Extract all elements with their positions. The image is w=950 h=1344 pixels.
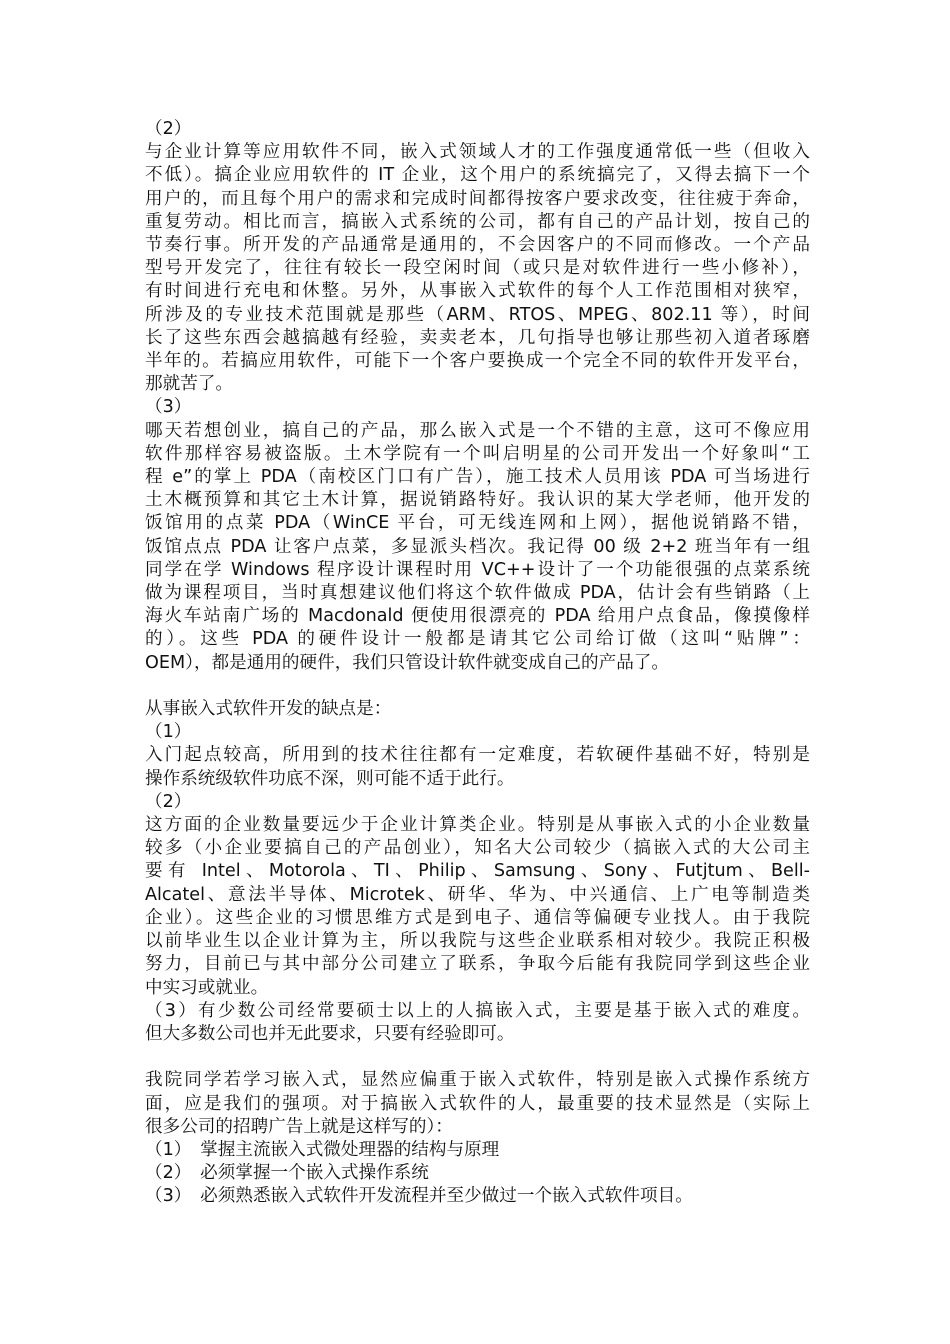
paragraph-line: 半年的。若搞应用软件，可能下一个客户要换成一个完全不同的软件开发平台， — [145, 351, 810, 372]
paragraph-line: 但大多数公司也并无此要求，只要有经验即可。 — [145, 1023, 515, 1044]
paragraph-line: 这方面的企业数量要远少于企业计算类企业。特别是从事嵌入式的小企业数量 — [145, 815, 810, 836]
document-body — [145, 118, 810, 1209]
paragraph-line: 与企业计算等应用软件不同，嵌入式领域人才的工作强度通常低一些（但收入 — [145, 142, 810, 163]
requirement-item-3: （3） 必须熟悉嵌入式软件开发流程并至少做过一个嵌入式软件项目。 — [145, 1186, 693, 1207]
blank-line — [145, 1046, 810, 1069]
paragraph-line: 中实习或就业。 — [145, 977, 269, 998]
paragraph-line: 努力，目前已与其中部分公司建立了联系，争取今后能有我院同学到这些企业 — [145, 954, 810, 975]
paragraph-line: 饭馆点点 PDA 让客户点菜，多显派头档次。我记得 00 级 2+2 班当年有一组 — [145, 536, 810, 557]
paragraph-line: 很多公司的招聘广告上就是这样写的）： — [145, 1116, 453, 1137]
paragraph-line: 饭馆用的点菜 PDA（WinCE 平台，可无线连网和上网），据他说销路不错， — [145, 513, 810, 534]
paragraph-line: 以前毕业生以企业计算为主，所以我院与这些企业联系相对较少。我院正积极 — [145, 931, 810, 952]
section-marker-3: （3） — [145, 397, 192, 418]
section-marker-2: （2） — [145, 791, 192, 812]
paragraph-line: 不低）。搞企业应用软件的 IT 企业，这个用户的系统搞完了，又得去搞下一个 — [145, 165, 810, 186]
paragraph-line: OEM），都是通用的硬件，我们只管设计软件就变成自己的产品了。 — [145, 652, 669, 673]
section-marker-2: （2） — [145, 119, 192, 139]
paragraph-line: Alcatel、意法半导体、Microtek、研华、华为、中兴通信、上广电等制造类 — [145, 884, 810, 905]
paragraph-line: 操作系统级软件功底不深，则可能不适于此行。 — [145, 768, 515, 789]
paragraph-line: 面，应是我们的强项。对于搞嵌入式软件的人，最重要的技术显然是（实际上 — [145, 1093, 810, 1114]
paragraph-line: 同学在学 Windows 程序设计课程时用 VC++设计了一个功能很强的点菜系统 — [145, 559, 810, 580]
paragraph-line: 企业）。这些企业的习惯思维方式是到电子、通信等偏硬专业找人。由于我院 — [145, 907, 810, 928]
paragraph-line: 哪天若想创业，搞自己的产品，那么嵌入式是一个不错的主意，这可不像应用 — [145, 420, 810, 441]
paragraph-line: 入门起点较高，所用到的技术往往都有一定难度，若软硬件基础不好，特别是 — [145, 745, 810, 766]
paragraph-line: 我院同学若学习嵌入式，显然应偏重于嵌入式软件，特别是嵌入式操作系统方 — [145, 1070, 810, 1091]
paragraph-line: 海火车站南广场的 Macdonald 便使用很漂亮的 PDA 给用户点食品，像摸像样 — [145, 606, 810, 627]
paragraph-line: 较多（小企业要搞自己的产品创业），知名大公司较少（搞嵌入式的大公司主 — [145, 838, 810, 859]
paragraph-line: 要有 Intel、Motorola、TI、Philip、Samsung、Sony、Futjtum、Bell- — [145, 861, 810, 882]
paragraph-line: 所涉及的专业技术范围就是那些（ARM、RTOS、MPEG、802.11 等），时间 — [145, 304, 810, 325]
requirement-item-1: （1） 掌握主流嵌入式微处理器的结构与原理 — [145, 1139, 500, 1160]
paragraph-line: 软件那样容易被盗版。土木学院有一个叫启明星的公司开发出一个好象叫“工 — [145, 443, 810, 464]
paragraph-line: 长了这些东西会越搞越有经验，卖卖老本，几句指导也够让那些初入道者琢磨 — [145, 327, 810, 348]
paragraph-line: 有时间进行充电和休整。另外，从事嵌入式软件的每个人工作范围相对狭窄， — [145, 281, 810, 302]
paragraph-line: （3）有少数公司经常要硕士以上的人搞嵌入式，主要是基于嵌入式的难度。 — [145, 1000, 810, 1021]
paragraph-line: 节奏行事。所开发的产品通常是通用的，不会因客户的不同而修改。一个产品 — [145, 235, 810, 256]
paragraph-line: 用户的，而且每个用户的需求和完成时间都得按客户要求改变，往往疲于奔命， — [145, 188, 810, 209]
paragraph-line: 那就苦了。 — [145, 374, 233, 395]
paragraph-line: 型号开发完了，往往有较长一段空闲时间（或只是对软件进行一些小修补）， — [145, 258, 810, 279]
paragraph-line: 做为课程项目，当时真想建议他们将这个软件做成 PDA，估计会有些销路（上 — [145, 583, 810, 604]
paragraph-line: 程 e”的掌上 PDA（南校区门口有广告），施工技术人员用该 PDA 可当场进行 — [145, 467, 810, 488]
paragraph-line: 土木概预算和其它土木计算，据说销路特好。我认识的某大学老师，他开发的 — [145, 490, 810, 511]
blank-line — [145, 675, 810, 698]
section-heading: 从事嵌入式软件开发的缺点是： — [145, 699, 392, 720]
paragraph-line: 的）。这些 PDA 的硬件设计一般都是请其它公司给订做（这叫“贴牌”： — [145, 629, 810, 650]
section-marker-1: （1） — [145, 722, 192, 743]
requirement-item-2: （2） 必须掌握一个嵌入式操作系统 — [145, 1163, 429, 1184]
paragraph-line: 重复劳动。相比而言，搞嵌入式系统的公司，都有自己的产品计划，按自己的 — [145, 211, 810, 232]
